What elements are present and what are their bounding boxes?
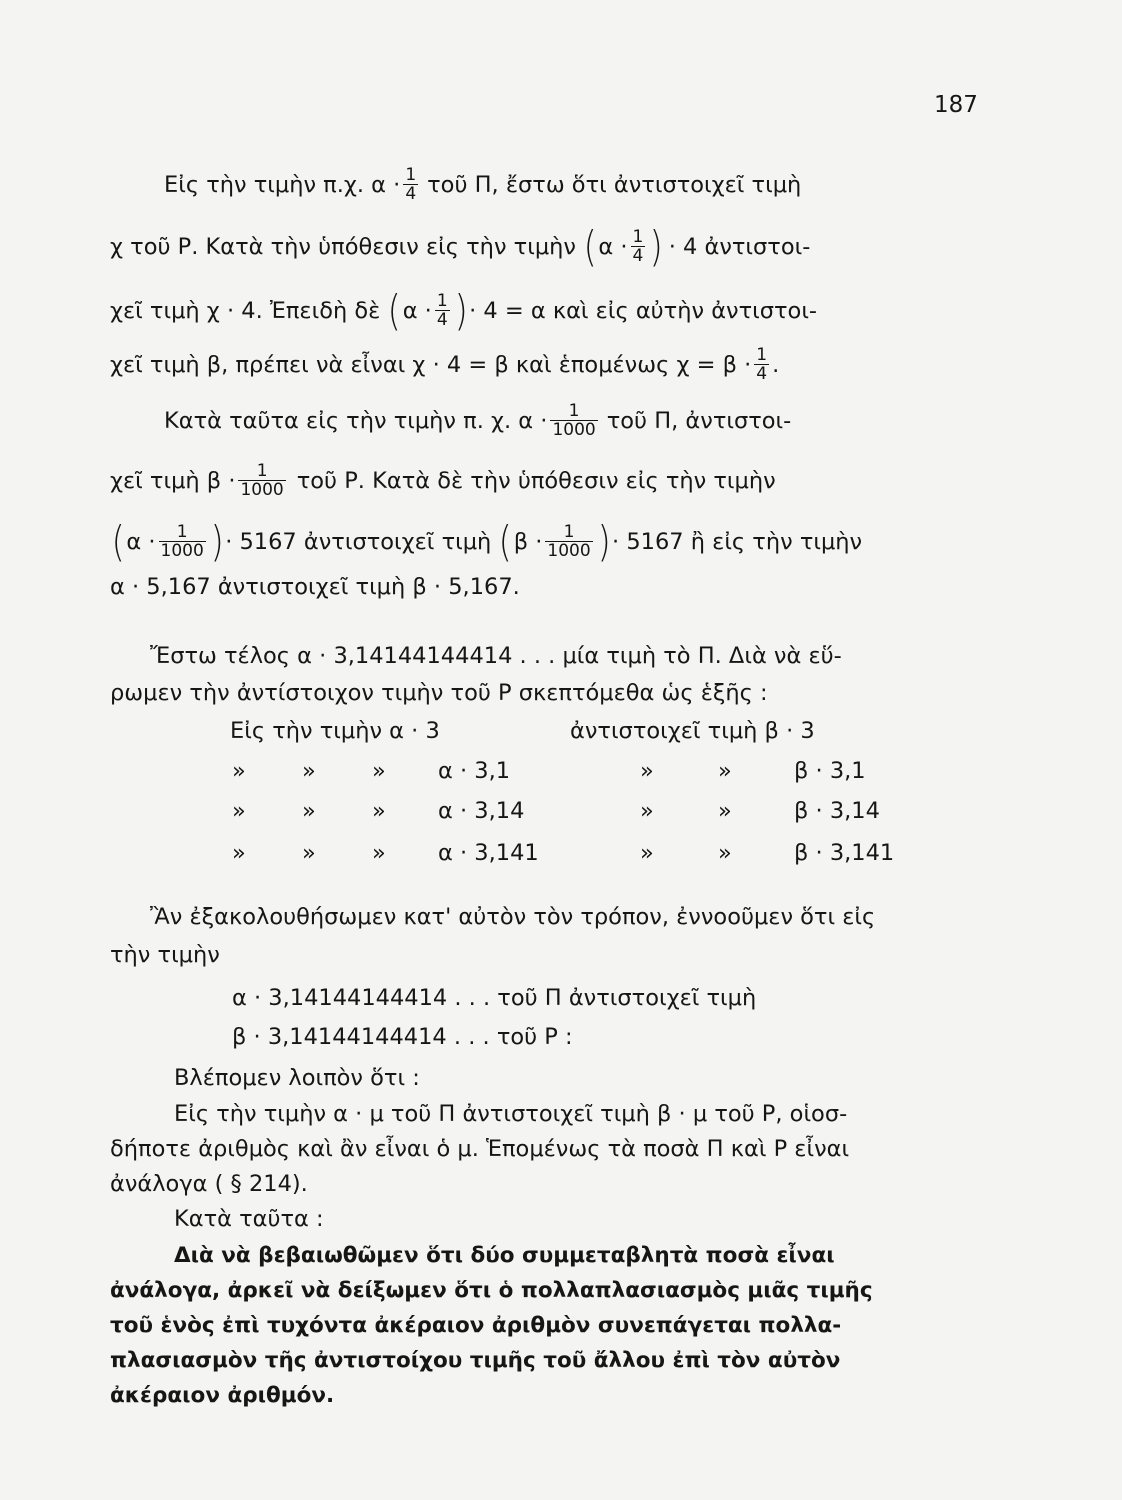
rule-line-2 <box>110 1276 976 1306</box>
p2-l3b: · 5167 ἢ εἰς τὴν τιμὴν <box>612 528 863 555</box>
p4-l1: Ἂν ἐξακολουθήσωμεν κατ' αὐτὸν τὸν τρόπον, ἐννοοῦμεν ὅτι εἰς <box>150 904 876 930</box>
p1-l3a: χεῖ τιμὴ χ · 4. Ἐπειδὴ δὲ <box>110 297 381 324</box>
p1-l2b: · 4 ἀντιστοι- <box>668 233 811 260</box>
p4-l4: β · 3,14144144414 . . . τοῦ Ρ : <box>232 1024 573 1050</box>
p2-l4: α · 5,167 ἀντιστοιχεῖ τιμὴ β · 5,167. <box>110 574 520 600</box>
ditto-mark: » <box>640 840 654 866</box>
fraction-1-4: $\frac{1}{4}$ <box>632 227 644 266</box>
p2-l1b: τοῦ Π, ἀντιστοι- <box>606 407 792 434</box>
table-row-4-a: α · 3,141 <box>438 840 539 866</box>
ditto-mark: » <box>718 840 732 866</box>
p2-l3a: · 5167 ἀντιστοιχεῖ τιμὴ <box>225 528 492 555</box>
rule-l1: Διὰ νὰ βεβαιωθῶμεν ὅτι δύο συμμεταβλητὰ ποσὰ εἶναι <box>174 1243 835 1268</box>
fraction-1-1000: $\frac{1}{1000}$ <box>160 522 204 561</box>
right-paren: ) <box>597 516 611 566</box>
ditto-mark: » <box>302 840 316 866</box>
ditto-mark: » <box>640 798 654 824</box>
table-row-2-a: α · 3,1 <box>438 758 511 784</box>
ditto-mark: » <box>718 758 732 784</box>
fraction-1-1000: $\frac{1}{1000}$ <box>552 401 596 440</box>
p1-l3b: · 4 = α καὶ εἰς αὐτὴν ἀντιστοι- <box>469 297 818 324</box>
ditto-mark: » <box>640 758 654 784</box>
fraction-1-4: $\frac{1}{4}$ <box>436 291 448 330</box>
p2-line-2 <box>110 462 976 499</box>
alpha-dot: α · <box>402 297 432 324</box>
rule-line-4 <box>110 1346 976 1376</box>
p2-line-1 <box>110 402 976 439</box>
fraction-1-1000: $\frac{1}{1000}$ <box>240 461 284 500</box>
p5-l2: Εἰς τὴν τιμὴν α · μ τοῦ Π ἀντιστοιχεῖ τιμὴ β · μ τοῦ Ρ, οἱοσ- <box>174 1101 848 1127</box>
p1-line-3 <box>110 285 976 335</box>
p1-l2a: χ τοῦ Ρ. Κατὰ τὴν ὑπόθεσιν εἰς τὴν τιμὴν <box>110 233 576 260</box>
ditto-mark: » <box>372 758 386 784</box>
p4-line-3 <box>110 983 976 1013</box>
ditto-mark: » <box>232 798 246 824</box>
p2-line-3 <box>110 516 976 566</box>
p1-line-4 <box>110 346 976 383</box>
p2-l2b: τοῦ Ρ. Κατὰ δὲ τὴν ὑπόθεσιν εἰς τὴν τιμὴν <box>296 467 776 494</box>
p1-l4a: χεῖ τιμὴ β, πρέπει νὰ εἶναι χ · 4 = β καὶ ἑπομένως χ = β · <box>110 351 752 378</box>
table-row-1-right: ἀντιστοιχεῖ τιμὴ β · 3 <box>570 718 815 744</box>
p5-line-2 <box>110 1099 976 1129</box>
p4-line-4 <box>110 1022 976 1052</box>
rule-l5: ἀκέραιον ἀριθμόν. <box>110 1383 335 1408</box>
p5-line-4 <box>110 1169 976 1199</box>
table-row-4-b: β · 3,141 <box>794 840 895 866</box>
ditto-mark: » <box>232 840 246 866</box>
table-row-3-b: β · 3,14 <box>794 798 880 824</box>
p2-line-4 <box>110 572 976 602</box>
p1-line-1 <box>110 166 976 203</box>
p4-line-2 <box>110 940 976 970</box>
ditto-mark: » <box>302 798 316 824</box>
p4-l3: α · 3,14144144414 . . . τοῦ Π ἀντιστοιχεῖ τιμὴ <box>232 985 757 1011</box>
p5-l5: Κατὰ ταῦτα : <box>174 1206 324 1232</box>
rule-l4: πλασιασμὸν τῆς ἀντιστοίχου τιμῆς τοῦ ἄλλου ἐπὶ τὸν αὐτὸν <box>110 1348 841 1373</box>
p5-line-5 <box>110 1204 976 1234</box>
left-paren: ( <box>387 285 402 335</box>
p1-l1b: τοῦ Π, ἔστω ὅτι ἀντιστοιχεῖ τιμὴ <box>427 171 802 198</box>
alpha-dot: α · <box>126 528 156 555</box>
p2-l1a: Κατὰ ταῦτα εἰς τὴν τιμὴν π. χ. α · <box>164 407 548 434</box>
rule-l2: ἀνάλογα, ἀρκεῖ νὰ δείξωμεν ὅτι ὁ πολλαπλασιασμὸς μιᾶς τιμῆς <box>110 1278 873 1303</box>
table-row-2-b: β · 3,1 <box>794 758 866 784</box>
ditto-mark: » <box>372 840 386 866</box>
rule-line-5 <box>110 1381 976 1411</box>
table-row-3-a: α · 3,14 <box>438 798 525 824</box>
ditto-mark: » <box>718 798 732 824</box>
rule-line-3 <box>110 1311 976 1341</box>
beta-dot: β · <box>513 528 543 555</box>
alpha-dot: α · <box>598 233 628 260</box>
p4-l2: τὴν τιμὴν <box>110 942 220 968</box>
page-number: 187 <box>934 92 978 118</box>
p5-line-1 <box>110 1063 976 1093</box>
p1-l1a: Εἰς τὴν τιμὴν π.χ. α · <box>164 171 401 198</box>
left-paren: ( <box>498 516 513 566</box>
p3-line-1 <box>110 641 976 671</box>
p5-l1: Βλέπομεν λοιπὸν ὅτι : <box>174 1065 420 1091</box>
rule-line-1 <box>110 1241 976 1271</box>
p3-line-2 <box>110 678 976 708</box>
table-row-1-left: Εἰς τὴν τιμὴν α · 3 <box>230 718 440 744</box>
ditto-mark: » <box>302 758 316 784</box>
right-paren: ) <box>649 221 664 271</box>
p5-line-3 <box>110 1134 976 1164</box>
left-paren: ( <box>583 221 597 271</box>
p1-line-2 <box>110 221 976 271</box>
rule-l3: τοῦ ἑνὸς ἐπὶ τυχόντα ἀκέραιον ἀριθμὸν συνεπάγεται πολλα- <box>110 1313 842 1338</box>
ditto-mark: » <box>232 758 246 784</box>
p3-l1: Ἔστω τέλος α · 3,14144144414 . . . μία τιμὴ τὸ Π. Διὰ νὰ εὕ- <box>150 643 842 669</box>
p5-l3: δήποτε ἀριθμὸς καὶ ἂν εἶναι ὁ μ. Ἑπομένως τὰ ποσὰ Π καὶ Ρ εἶναι <box>110 1136 850 1162</box>
right-paren: ) <box>210 516 224 566</box>
p3-l2: ρωμεν τὴν ἀντίστοιχον τιμὴν τοῦ Ρ σκεπτόμεθα ὡς ἑξῆς : <box>110 680 768 706</box>
p2-l2a: χεῖ τιμὴ β · <box>110 467 236 494</box>
ditto-mark: » <box>372 798 386 824</box>
fraction-1-4: $\frac{1}{4}$ <box>756 345 768 384</box>
left-paren: ( <box>111 516 125 566</box>
p1-l4b: . <box>772 351 780 378</box>
p5-l4: ἀνάλογα ( § 214). <box>110 1171 308 1197</box>
right-paren: ) <box>454 285 468 335</box>
fraction-1-4: $\frac{1}{4}$ <box>405 165 417 204</box>
fraction-1-1000: $\frac{1}{1000}$ <box>547 522 591 561</box>
p4-line-1 <box>110 902 976 932</box>
